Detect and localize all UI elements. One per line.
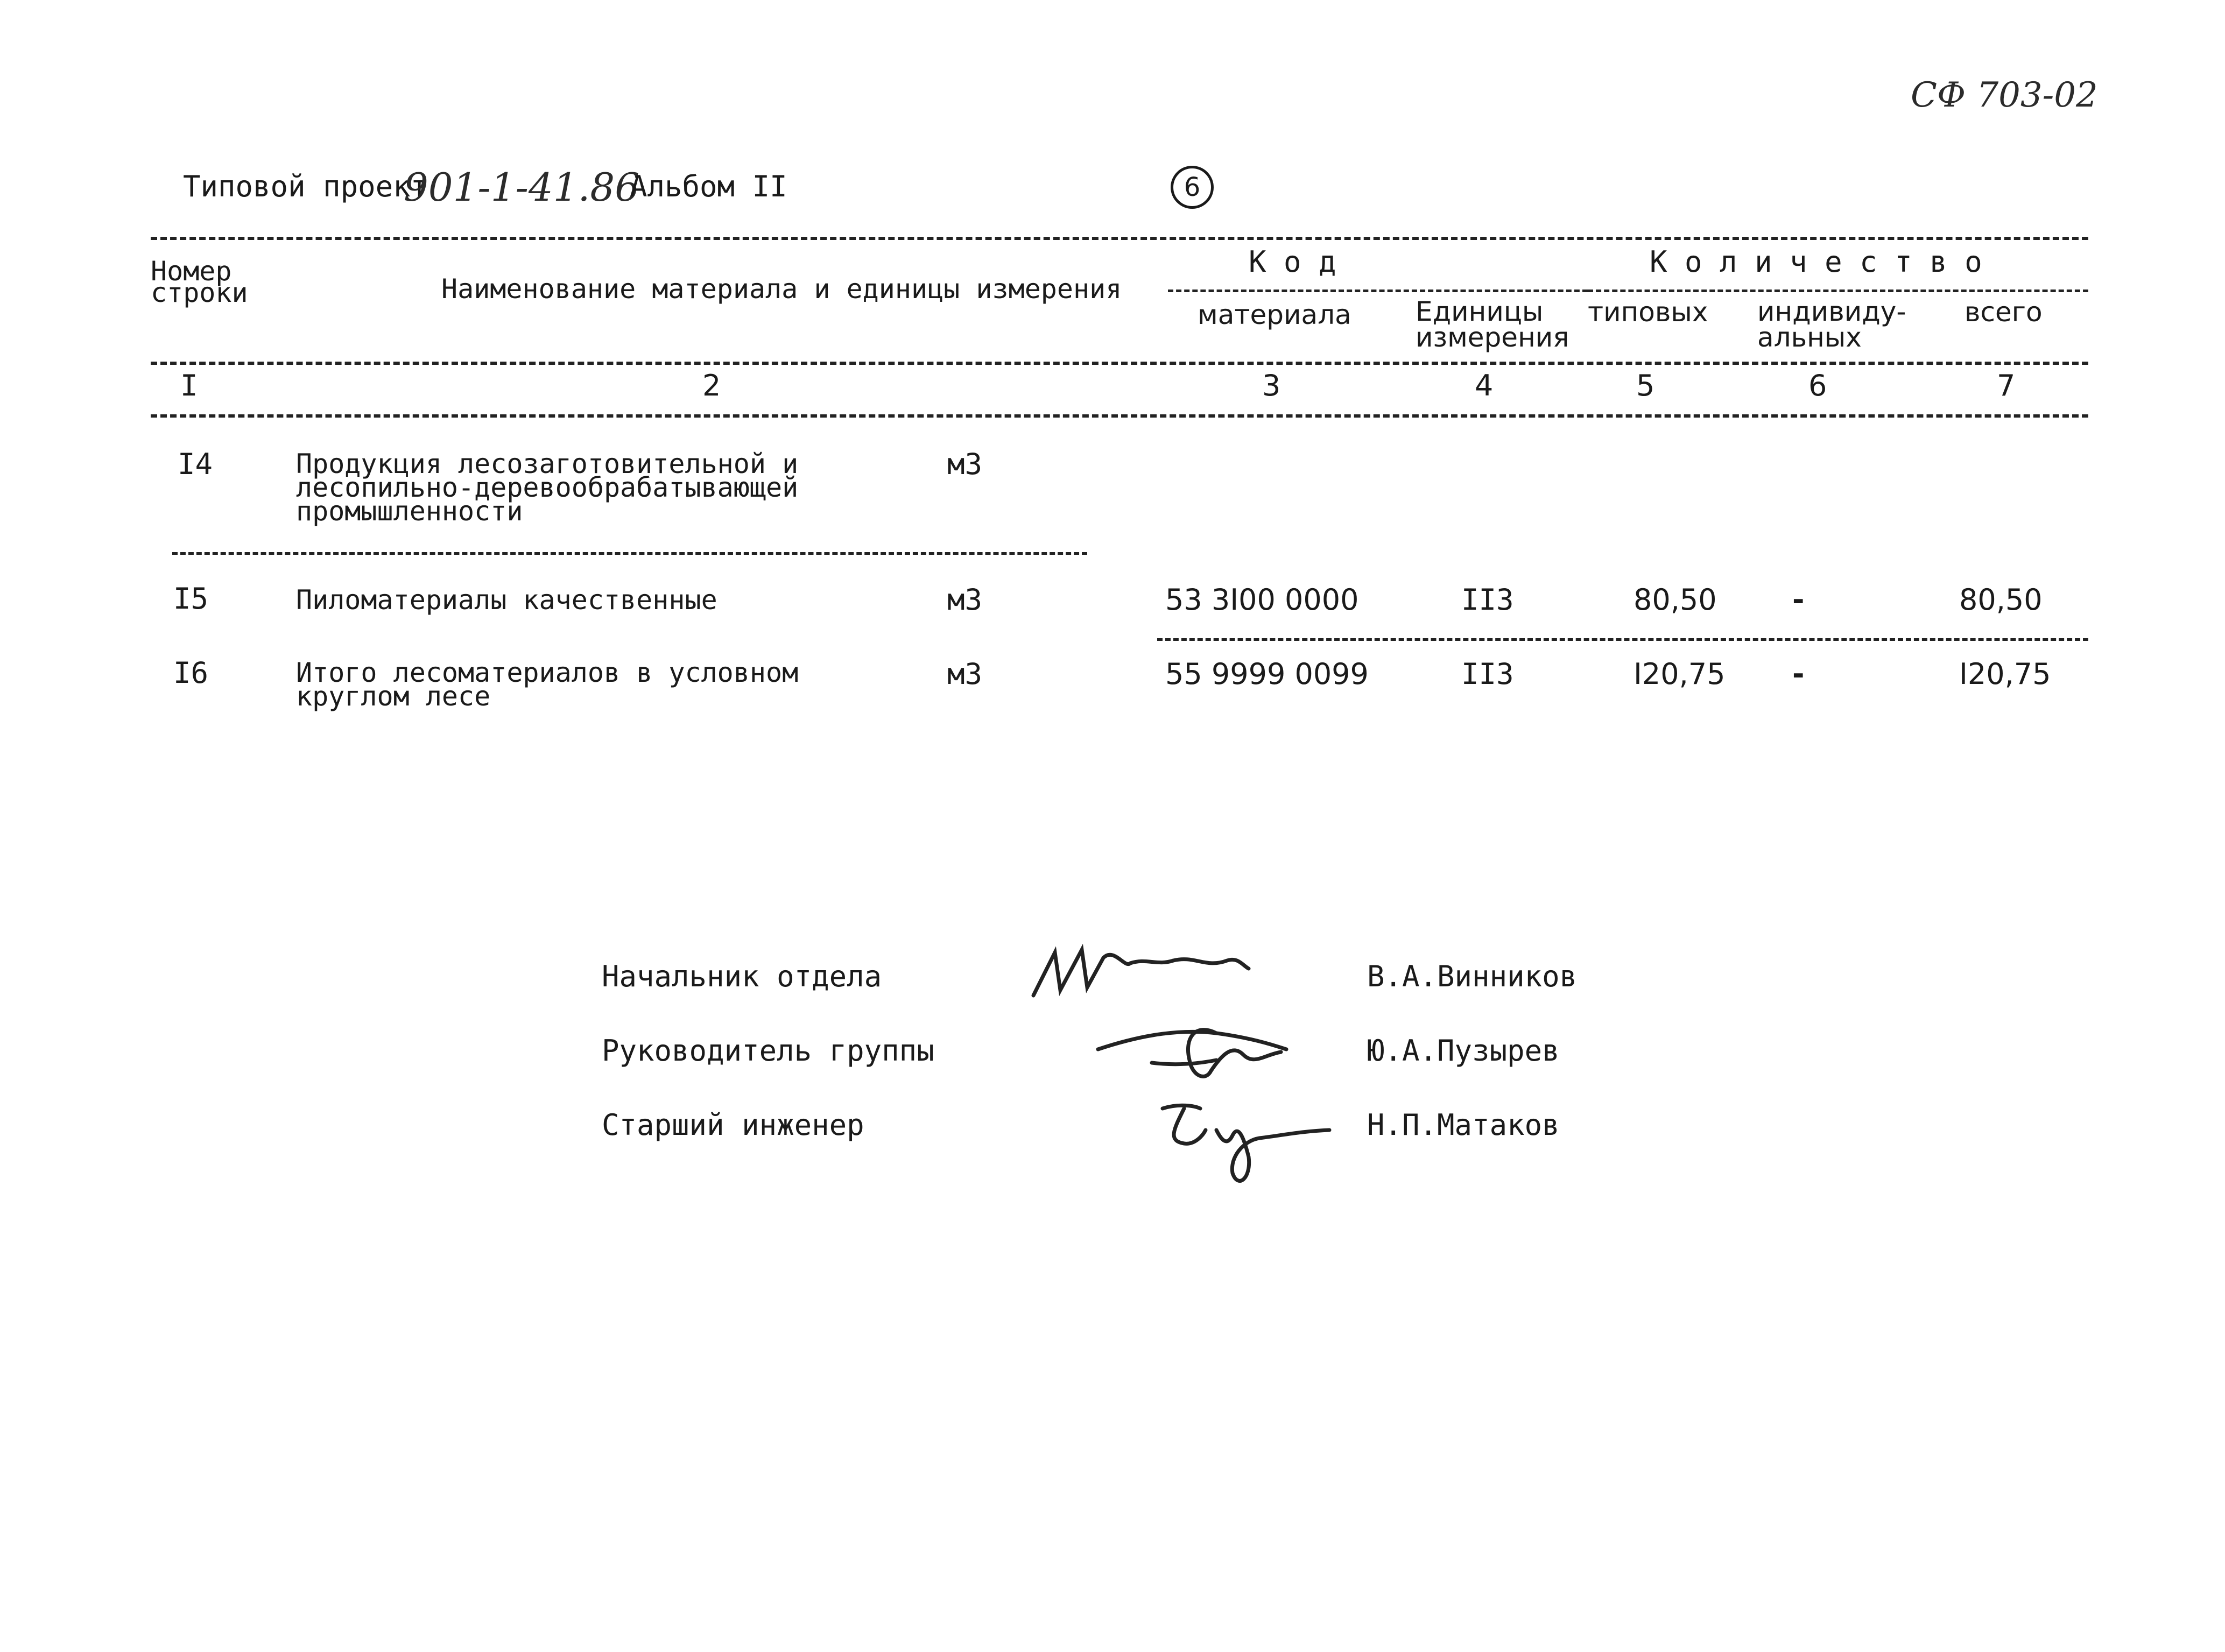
row-unit: м3 [947, 657, 983, 691]
row-code: 55 9999 0099 [1165, 657, 1369, 691]
row-number: I6 [173, 656, 209, 690]
signature-role: Старший инженер [602, 1108, 864, 1142]
row-typical: 80,50 [1633, 583, 1717, 617]
column-number: 6 [1808, 369, 1827, 403]
row-name: Продукция лесозаготовительной и лесопильно-деревообрабатывающей промышленности [296, 448, 799, 527]
signature-name: Ю.А.Пузырев [1367, 1034, 1560, 1068]
column-number: I [180, 369, 198, 403]
row-total: I20,75 [1959, 657, 2051, 691]
column-number: 4 [1475, 369, 1494, 403]
row-unit: м3 [947, 583, 983, 617]
typical-project-label: Типовой проект [183, 170, 428, 203]
signature-drawing [1152, 1092, 1346, 1200]
project-number: 901-1-41.86 [404, 165, 640, 210]
signature-role: Начальник отдела [602, 959, 882, 993]
signature-name: Н.П.Матаков [1367, 1108, 1560, 1142]
table-top-rule [151, 237, 2088, 240]
album-label: Альбом II [630, 170, 787, 203]
column-number: 2 [702, 369, 721, 403]
col-units-header: Единицы измерения [1416, 296, 1569, 353]
row-unit-code: II3 [1461, 583, 1514, 617]
sheet-number: 6 [1171, 166, 1214, 209]
column-number: 5 [1636, 369, 1655, 403]
group-code-header: К о д [1249, 245, 1336, 279]
signature-drawing [1087, 1006, 1302, 1092]
col-name-header: Наименование материала и единицы измерения [441, 273, 1122, 305]
column-numbers-rule [151, 414, 2088, 418]
row-individual: - [1790, 657, 1807, 691]
row-14-name-rule [172, 552, 1087, 555]
row-number: I5 [173, 582, 209, 616]
col-material-header: материала [1198, 299, 1351, 330]
col-total-header: всего [1965, 296, 2043, 328]
code-group-rule [1168, 290, 1588, 292]
row-number: I4 [178, 447, 213, 481]
row-individual: - [1790, 583, 1807, 617]
row-unit-code: II3 [1461, 657, 1514, 691]
header-bottom-rule [151, 362, 2088, 365]
column-number: 3 [1262, 369, 1281, 403]
col-typical-header: типовых [1588, 296, 1708, 328]
group-quantity-header: К о л и ч е с т в о [1650, 245, 1982, 279]
row-name: Пиломатериалы качественные [296, 584, 717, 616]
corner-code: СФ 703-02 [1911, 75, 2098, 115]
col-row-number-header: Номер строки [151, 256, 248, 308]
signature-drawing [1023, 936, 1270, 1006]
col-individual-header: индивиду- альных [1757, 296, 1906, 353]
row-total: 80,50 [1959, 583, 2043, 617]
row-typical: I20,75 [1633, 657, 1726, 691]
row-unit: м3 [947, 447, 983, 481]
row-code: 53 3I00 0000 [1165, 583, 1359, 617]
quantity-group-rule [1588, 290, 2088, 292]
signature-role: Руководитель группы [602, 1034, 934, 1068]
row-15-rule [1157, 638, 2088, 641]
row-name: Итого лесоматериалов в условном круглом лесе [296, 657, 799, 712]
signature-name: В.А.Винников [1367, 959, 1578, 993]
column-number: 7 [1997, 369, 2016, 403]
